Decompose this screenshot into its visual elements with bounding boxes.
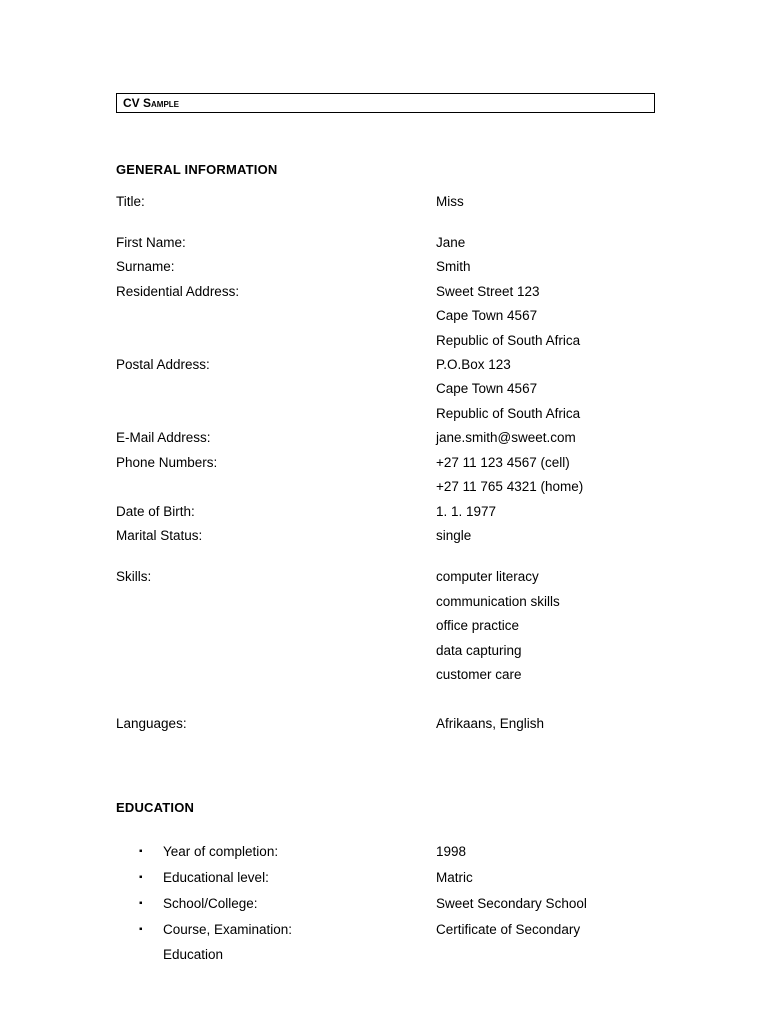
skill-item: communication skills <box>436 594 560 609</box>
postal-address-line-2: Cape Town 4567 <box>436 381 538 396</box>
phone-row <box>0 453 768 473</box>
residential-address-line-2: Cape Town 4567 <box>436 308 538 323</box>
skill-item: computer literacy <box>436 569 539 584</box>
education-value: Certificate of Secondary <box>436 922 581 937</box>
first-name-value: Jane <box>436 235 466 250</box>
residential-address-row-3 <box>0 331 768 351</box>
cv-title-suffix: Sample <box>143 96 180 110</box>
postal-address-row-2 <box>0 379 768 399</box>
skill-item: office practice <box>436 618 520 633</box>
education-row <box>0 842 768 862</box>
surname-label: Surname: <box>116 259 175 274</box>
languages-label: Languages: <box>116 716 187 731</box>
residential-address-line-3: Republic of South Africa <box>436 333 581 348</box>
skills-row <box>0 567 768 587</box>
education-label-continuation: Education <box>163 947 224 962</box>
residential-address-label: Residential Address: <box>116 284 240 299</box>
marital-status-value: single <box>436 528 472 543</box>
skills-row-4 <box>0 641 768 661</box>
bullet-icon: ▪ <box>139 872 143 883</box>
surname-value: Smith <box>436 259 471 274</box>
residential-address-row-2 <box>0 306 768 326</box>
cv-title-prefix: CV <box>123 96 144 110</box>
residential-address-row <box>0 282 768 302</box>
title-value: Miss <box>436 194 464 209</box>
date-of-birth-row <box>0 502 768 522</box>
bullet-icon: ▪ <box>139 924 143 935</box>
education-value: 1998 <box>436 844 467 859</box>
bullet-icon: ▪ <box>139 846 143 857</box>
first-name-label: First Name: <box>116 235 186 250</box>
skill-item: customer care <box>436 667 522 682</box>
languages-value: Afrikaans, English <box>436 716 545 731</box>
skill-item: data capturing <box>436 643 522 658</box>
education-row-continuation <box>0 945 768 965</box>
bullet-icon: ▪ <box>139 898 143 909</box>
education-label: Educational level: <box>163 870 269 885</box>
postal-address-label: Postal Address: <box>116 357 210 372</box>
phone-label: Phone Numbers: <box>116 455 218 470</box>
languages-row <box>0 714 768 734</box>
postal-address-row-3 <box>0 404 768 424</box>
phone-home-value: +27 11 765 4321 (home) <box>436 479 584 494</box>
skills-label: Skills: <box>116 569 152 584</box>
residential-address-line-1: Sweet Street 123 <box>436 284 540 299</box>
date-of-birth-label: Date of Birth: <box>116 504 195 519</box>
email-label: E-Mail Address: <box>116 430 211 445</box>
postal-address-line-1: P.O.Box 123 <box>436 357 511 372</box>
postal-address-line-3: Republic of South Africa <box>436 406 581 421</box>
education-row <box>0 894 768 914</box>
phone-row-2 <box>0 477 768 497</box>
education-value: Sweet Secondary School <box>436 896 587 911</box>
education-label: Course, Examination: <box>163 922 293 937</box>
title-label: Title: <box>116 194 145 209</box>
skills-row-5 <box>0 665 768 685</box>
email-value: jane.smith@sweet.com <box>436 430 576 445</box>
postal-address-row <box>0 355 768 375</box>
education-label: Year of completion: <box>163 844 279 859</box>
education-heading: EDUCATION <box>116 800 195 815</box>
skills-row-2 <box>0 592 768 612</box>
email-row <box>0 428 768 448</box>
education-label: School/College: <box>163 896 258 911</box>
education-value: Matric <box>436 870 473 885</box>
date-of-birth-value: 1. 1. 1977 <box>436 504 497 519</box>
marital-status-label: Marital Status: <box>116 528 203 543</box>
title-row <box>0 192 768 212</box>
phone-cell-value: +27 11 123 4567 (cell) <box>436 455 570 470</box>
general-information-heading: GENERAL INFORMATION <box>116 162 278 177</box>
education-row <box>0 920 768 940</box>
cv-title-box <box>116 93 655 113</box>
education-row <box>0 868 768 888</box>
first-name-row <box>0 233 768 253</box>
skills-row-3 <box>0 616 768 636</box>
marital-status-row <box>0 526 768 546</box>
surname-row <box>0 257 768 277</box>
